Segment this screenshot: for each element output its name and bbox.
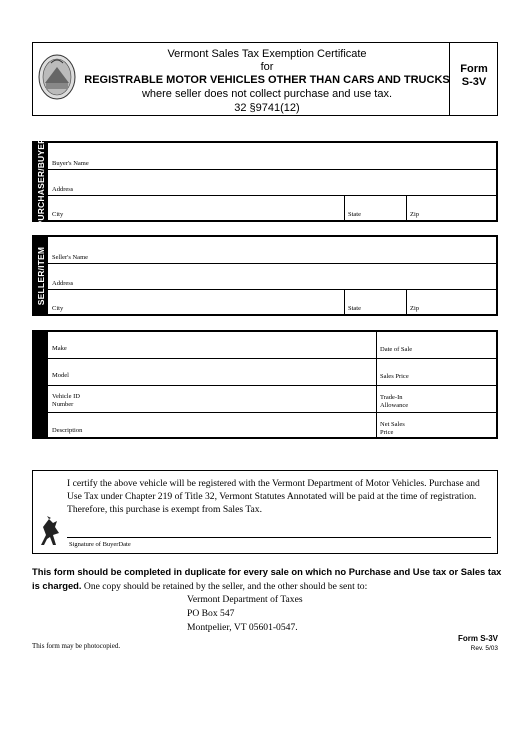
header-line-2: for [260, 61, 274, 73]
vermont-seal-icon [37, 53, 77, 101]
seller-name-field[interactable] [48, 237, 496, 264]
buyer-address-label: Address [52, 185, 74, 193]
make-label: Make [52, 344, 67, 352]
seller-city-field[interactable] [48, 290, 344, 314]
item-section [32, 330, 498, 439]
instructions-text [32, 565, 502, 593]
buyer-state-field[interactable] [344, 196, 406, 220]
buyer-sidebar: PURCHASER/BUYER [36, 137, 46, 226]
instructions-bold: This form should be completed in duplicate for every sale on which no Purchase and Use tax or Sales tax is charged. [32, 566, 502, 591]
net-sales-price-field[interactable] [376, 413, 496, 437]
form-label: Form [460, 63, 488, 75]
header-line-5: 32 §9741(12) [234, 102, 300, 114]
horse-logo-icon [37, 515, 63, 549]
buyer-section [32, 137, 498, 226]
trade-in-field[interactable] [376, 386, 496, 412]
header-line-4: where seller does not collect purchase and use tax. [141, 88, 393, 100]
item-row-2 [48, 359, 496, 386]
description-label: Description [52, 426, 83, 434]
footer-form-info [458, 633, 498, 653]
seller-address-label: Address [52, 279, 74, 287]
item-sidebar [34, 332, 48, 437]
instructions-rest: One copy should be retained by the seller, and the other should be sent to: [81, 581, 368, 592]
buyer-zip-label: Zip [410, 210, 420, 218]
vehicle-id-label: Vehicle ID Number [52, 393, 80, 408]
make-field[interactable] [48, 332, 376, 358]
header-title-block [83, 47, 451, 115]
buyer-name-field[interactable] [48, 143, 496, 170]
footer-revision: Rev. 5/03 [470, 645, 498, 652]
seller-zip-label: Zip [410, 304, 420, 312]
buyer-city-label: City [52, 210, 64, 218]
address-line-1: Vermont Department of Taxes [187, 594, 303, 605]
model-field[interactable] [48, 359, 376, 385]
seller-sidebar: SELLER/ITEM [34, 237, 48, 314]
date-of-sale-label: Date of Sale [380, 345, 413, 353]
trade-in-label: Trade-In Allowance [380, 394, 409, 409]
net-sales-price-label: Net Sales Price [380, 421, 405, 436]
form-header [32, 42, 498, 116]
photocopy-note: This form may be photocopied. [32, 642, 121, 650]
buyer-city-field[interactable] [48, 196, 344, 220]
buyer-city-row [48, 196, 496, 220]
seller-zip-field[interactable] [406, 290, 496, 314]
header-line-1: Vermont Sales Tax Exemption Certificate [167, 48, 367, 60]
vehicle-id-field[interactable] [48, 386, 376, 412]
certification-box [32, 470, 498, 554]
buyer-state-label: State [348, 210, 361, 218]
sales-price-label: Sales Price [380, 372, 409, 380]
address-line-3: Montpelier, VT 05601-0547. [187, 622, 298, 633]
seller-address-field[interactable] [48, 264, 496, 290]
certification-text: I certify the above vehicle will be registered with the Vermont Department of Motor Vehicles. Purchase and Use Tax under Chapter 219 of Title 32, Vermont Statutes Annotated will be paid at the time of registration. Therefore, this purchase is exempt from Sales Tax. [67, 478, 480, 515]
item-row-3 [48, 386, 496, 413]
header-line-3: REGISTRABLE MOTOR VEHICLES OTHER THAN CARS AND TRUCKS [84, 74, 450, 86]
address-line-2: PO Box 547 [187, 608, 235, 619]
buyer-address-field[interactable] [48, 170, 496, 196]
model-label: Model [52, 371, 69, 379]
form-number-box [449, 43, 498, 115]
seller-name-label: Seller's Name [52, 253, 89, 261]
signature-label: Signature of BuyerDate [69, 541, 131, 548]
seller-city-row [48, 290, 496, 314]
signature-line[interactable] [67, 537, 491, 538]
seller-section [32, 235, 498, 316]
buyer-zip-field[interactable] [406, 196, 496, 220]
mailing-address [187, 593, 303, 635]
date-of-sale-field[interactable] [376, 332, 496, 358]
seller-city-label: City [52, 304, 64, 312]
seller-state-label: State [348, 304, 361, 312]
item-row-1 [48, 332, 496, 359]
seller-state-field[interactable] [344, 290, 406, 314]
form-number: S-3V [461, 76, 487, 88]
sales-price-field[interactable] [376, 359, 496, 385]
footer-form-number: Form S-3V [457, 634, 498, 643]
buyer-name-label: Buyer's Name [52, 159, 89, 167]
item-row-4 [48, 413, 496, 437]
description-field[interactable] [48, 413, 376, 437]
